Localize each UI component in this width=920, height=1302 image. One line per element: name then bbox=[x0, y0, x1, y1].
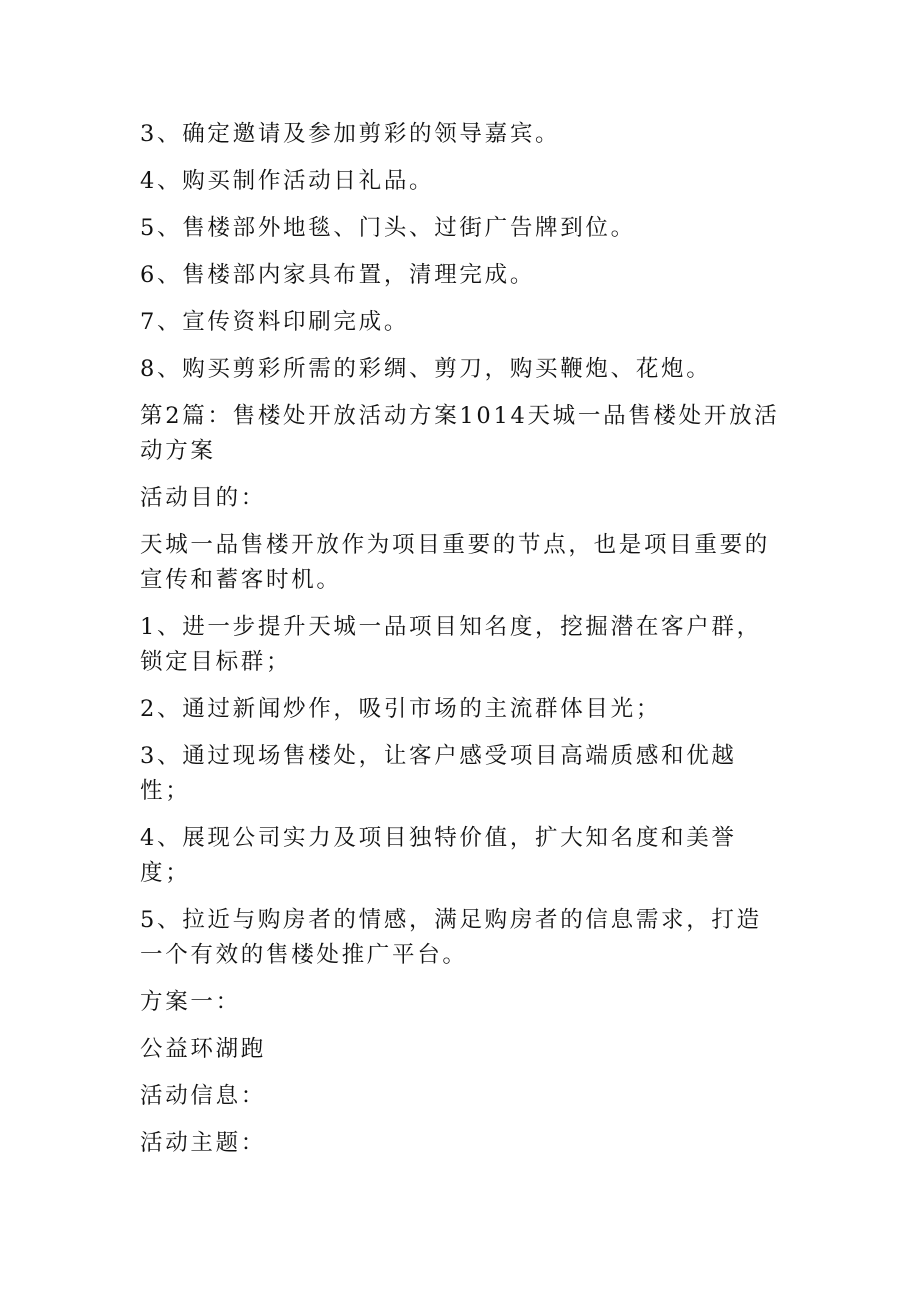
purpose-intro: 天城一品售楼开放作为项目重要的节点，也是项目重要的宣传和蓄客时机。 bbox=[140, 532, 771, 593]
section-label-plan-1: 方案一： bbox=[140, 989, 241, 1015]
section-label-theme: 活动主题： bbox=[140, 1130, 267, 1156]
list-item-8: 8、购买剪彩所需的彩绸、剪刀，购买鞭炮、花炮。 bbox=[140, 356, 712, 382]
plan-title: 公益环湖跑 bbox=[140, 1036, 267, 1062]
purpose-item-5: 5、拉近与购房者的情感，满足购房者的信息需求，打造一个有效的售楼处推广平台。 bbox=[140, 907, 762, 968]
section-label-purpose: 活动目的： bbox=[140, 485, 267, 511]
list-item-6: 6、售楼部内家具布置，清理完成。 bbox=[140, 262, 536, 288]
document-body bbox=[140, 117, 785, 1173]
section-heading-part-2: 第2篇：售楼处开放活动方案1014天城一品售楼处开放活动方案 bbox=[140, 403, 780, 464]
purpose-item-2: 2、通过新闻炒作，吸引市场的主流群体目光； bbox=[140, 696, 662, 722]
list-item-7: 7、宣传资料印刷完成。 bbox=[140, 309, 410, 335]
list-item-5: 5、售楼部外地毯、门头、过街广告牌到位。 bbox=[140, 215, 636, 241]
purpose-item-3: 3、通过现场售楼处，让客户感受项目高端质感和优越性； bbox=[140, 743, 737, 804]
list-item-4: 4、购买制作活动日礼品。 bbox=[140, 168, 435, 194]
section-label-info: 活动信息： bbox=[140, 1083, 267, 1109]
purpose-item-4: 4、展现公司实力及项目独特价值，扩大知名度和美誉度； bbox=[140, 825, 737, 886]
list-item-3: 3、确定邀请及参加剪彩的领导嘉宾。 bbox=[140, 121, 561, 147]
purpose-item-1: 1、进一步提升天城一品项目知名度，挖掘潜在客户群，锁定目标群； bbox=[140, 614, 762, 675]
